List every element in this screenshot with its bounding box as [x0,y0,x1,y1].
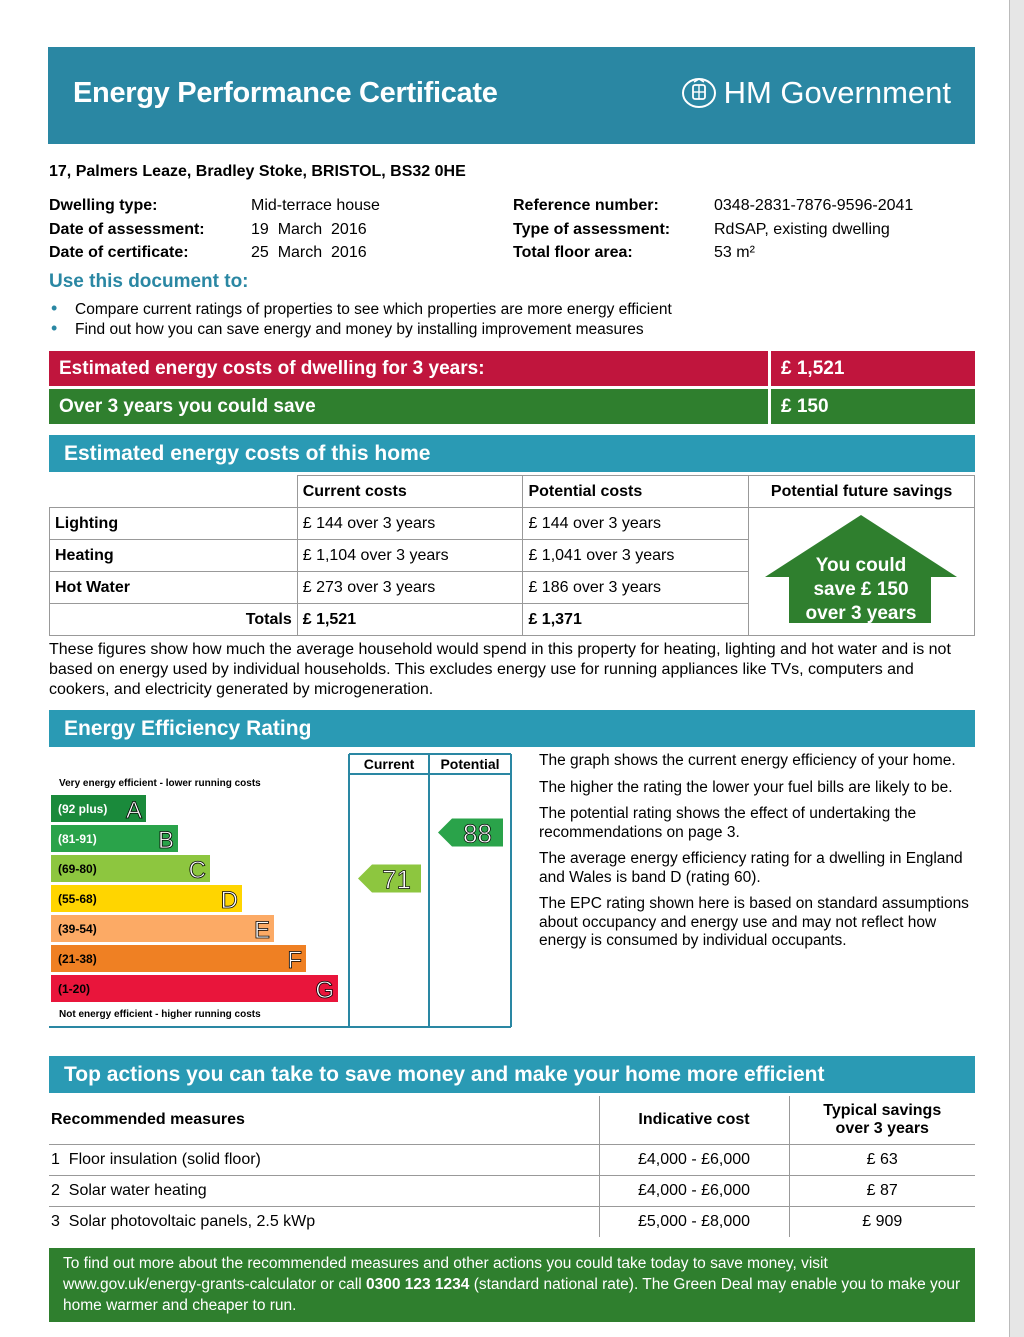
floor-area-label: Total floor area: [513,244,633,261]
costs-section-heading: Estimated energy costs of this home [49,435,975,472]
savings-line-2: save £ 150 [813,579,909,600]
savings-value: £ 150 [771,389,975,424]
typical-savings-line-2: over 3 years [835,1120,929,1137]
potential-column-header: Potential [440,756,500,772]
costs-note: These figures show how much the average household would spend in this property for heating, lighting and hot water and is not based on energy used by individual households. This excludes energy use for running appliances like TVs, computers and cookers, and electricity generated by microgeneration. [49,641,951,698]
use-document-list [49,300,672,340]
potential-cost-cell: £ 144 over 3 years [523,508,749,540]
assessment-date-value: 19 March 2016 [251,220,367,238]
footer-info-bar [49,1248,975,1322]
totals-potential: £ 1,371 [523,604,749,636]
explanation-paragraph: The graph shows the current energy efficiency of your home. [539,752,956,769]
actions-section-heading: Top actions you can take to save money and make your home more efficient [49,1056,975,1093]
typical-savings-line-1: Typical savings [823,1102,942,1119]
cost-cell: £4,000 - £6,000 [599,1176,789,1207]
rating-band-g [51,975,338,1004]
rating-band-a [51,795,146,824]
estimated-cost-bar [49,351,975,386]
current-cost-cell: £ 1,104 over 3 years [297,540,523,572]
savings-line-3: over 3 years [805,603,917,624]
current-cost-cell: £ 273 over 3 years [297,572,523,604]
measure-number: 1 [51,1151,60,1168]
rating-explanations [539,752,979,959]
assessment-type-label: Type of assessment: [513,220,671,238]
band-letter: D [220,887,238,914]
footer-text-1: To find out more about the recommended measures and other actions you could take today to save money, visit www.gov.uk/energy-grants-calculator or call [63,1255,828,1293]
rating-chart-svg [49,752,512,1028]
royal-crest-icon [680,76,718,110]
savings-line-1: You could [815,555,907,576]
potential-cost-cell: £ 186 over 3 years [523,572,749,604]
measure-number: 2 [51,1182,60,1199]
row-label: Lighting [50,508,298,540]
use-document-title: Use this document to: [49,271,249,292]
totals-current: £ 1,521 [297,604,523,636]
assessment-date-label: Date of assessment: [49,220,205,238]
rating-band-b [51,825,178,854]
measure-cell [49,1145,599,1176]
explanation-paragraph: The EPC rating shown here is based on standard assumptions about occupancy and energy use and may not reflect how energy is consumed by individual occupants. [539,895,969,949]
house-arrow-icon [763,513,959,625]
explanation-paragraph: The higher the rating the lower your fuel bills are likely to be. [539,778,953,796]
row-label: Heating [50,540,298,572]
details-right-values [714,194,913,265]
table-header-row [50,476,975,508]
band-range: (92 plus) [58,802,108,816]
potential-rating-marker [438,819,503,849]
band-letter: C [188,857,206,884]
saving-cell: £ 63 [789,1145,975,1176]
measure-name: Floor insulation (solid floor) [68,1151,261,1168]
page-title: Energy Performance Certificate [73,77,498,109]
typical-savings-header [789,1096,975,1145]
band-letter: A [125,797,142,824]
current-rating-marker [358,865,421,895]
band-letter: F [287,947,302,974]
current-cost-cell: £ 144 over 3 years [297,508,523,540]
marker-value: 71 [382,864,411,895]
details-left-labels [49,194,205,265]
floor-area-value: 53 m² [714,244,755,261]
list-item: • Compare current ratings of properties to see which properties are more energy efficient [49,300,672,320]
saving-cell: £ 87 [789,1176,975,1207]
row-label: Hot Water [50,572,298,604]
measure-cell [49,1176,599,1207]
table-header-row [49,1096,975,1145]
certificate-date-value: 25 March 2016 [251,244,367,261]
rating-band-f [51,945,306,974]
measures-header: Recommended measures [51,1111,245,1128]
blank-header [50,476,298,508]
band-bar [51,975,338,1002]
savings-bar [49,389,975,424]
reference-number-label: Reference number: [513,197,659,214]
band-range: (55-68) [58,892,97,906]
details-right-labels [513,194,670,265]
band-letter: G [315,977,334,1004]
rating-band-c [51,855,210,884]
future-savings-header: Potential future savings [749,476,975,508]
dwelling-type-label: Dwelling type: [49,197,158,214]
rating-band-e [51,915,274,944]
indicative-cost-header: Indicative cost [599,1096,789,1145]
details-left-values [251,194,380,265]
band-range: (39-54) [58,922,97,936]
rating-section-heading: Energy Efficiency Rating [49,710,975,747]
explanation-paragraph: The potential rating shows the effect of undertaking the recommendations on page 3. [539,805,917,841]
totals-label: Totals [50,604,298,636]
band-letter: B [157,827,174,854]
table-row [49,1145,975,1176]
table-row [49,1176,975,1207]
page-edge [1009,0,1024,1337]
efficiency-rating-chart [49,752,512,1028]
rating-band-d [51,885,242,914]
potential-costs-header: Potential costs [523,476,749,508]
saving-cell: £ 909 [789,1207,975,1238]
inefficient-note: Not energy efficient - higher running costs [59,1009,261,1020]
explanation-paragraph: The average energy efficiency rating for a dwelling in England and Wales is band D (rating 60). [539,850,963,886]
reference-number-value: 0348-2831-7876-9596-2041 [714,197,914,214]
cost-cell: £4,000 - £6,000 [599,1145,789,1176]
footer-text-2: (standard national rate). The Green Deal may enable you to make your home warmer and cheaper to run. [63,1276,961,1314]
savings-label: Over 3 years you could save [49,389,768,424]
marker-value: 88 [463,818,492,849]
band-range: (21-38) [58,952,97,966]
estimated-cost-label: Estimated energy costs of dwelling for 3 years: [49,351,768,386]
band-range: (1-20) [58,982,91,996]
table-row [49,1207,975,1238]
measure-name: Solar water heating [68,1182,207,1199]
list-item: • Find out how you can save energy and money by installing improvement measures [49,320,672,340]
band-range: (81-91) [58,832,97,846]
estimated-cost-value: £ 1,521 [771,351,975,386]
band-letter: E [253,917,270,944]
measure-name: Solar photovoltaic panels, 2.5 kWp [68,1213,316,1230]
band-range: (69-80) [58,862,97,876]
potential-cost-cell: £ 1,041 over 3 years [523,540,749,572]
actions-table [49,1096,975,1237]
measure-cell [49,1207,599,1238]
footer-phone[interactable]: 0300 123 1234 [365,1276,470,1293]
measure-number: 3 [51,1213,60,1230]
current-costs-header: Current costs [297,476,523,508]
hm-government-logo [680,75,951,111]
dwelling-type-value: Mid-terrace house [251,197,380,214]
savings-house-arrow [763,513,959,625]
assessment-type-value: RdSAP, existing dwelling [714,220,890,238]
efficient-note: Very energy efficient - lower running costs [59,778,261,789]
logo-text: HM Government [723,75,951,110]
current-column-header: Current [363,756,415,772]
certificate-date-label: Date of certificate: [49,244,189,261]
header-banner [48,47,975,144]
cost-cell: £5,000 - £8,000 [599,1207,789,1238]
property-address: 17, Palmers Leaze, Bradley Stoke, BRISTOL, BS32 0HE [49,163,466,180]
